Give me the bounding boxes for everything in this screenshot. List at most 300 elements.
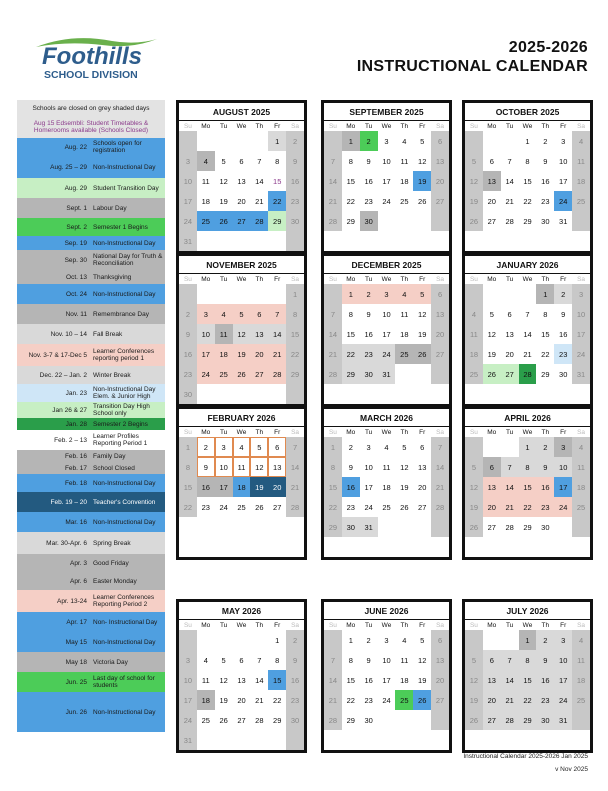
- day-cell: 5: [221, 156, 226, 166]
- calendar-year: 2025-2026: [508, 39, 588, 56]
- day-cell: 3: [197, 304, 215, 324]
- day-cell: 26: [413, 690, 431, 710]
- empty-cell: [519, 730, 537, 750]
- day-cell: 19: [487, 349, 496, 359]
- month-calendar: [321, 599, 452, 753]
- legend-item: [17, 344, 165, 366]
- day-cell: 28: [255, 715, 264, 725]
- weekday-header: Tu: [219, 428, 228, 436]
- day-cell: 30: [360, 364, 378, 384]
- weekday-header: Sa: [291, 621, 300, 629]
- weekday-header: Fr: [419, 122, 426, 130]
- day-cell: 14: [268, 324, 286, 344]
- legend-date: Jan. 28: [65, 420, 87, 428]
- day-cell: 13: [250, 324, 268, 344]
- legend-label: National Day for Truth & Reconciliation: [93, 253, 163, 267]
- day-cell: 17: [179, 191, 197, 211]
- weekday-header: Su: [183, 621, 192, 629]
- empty-cell: [413, 730, 431, 750]
- empty-cell: [431, 211, 449, 231]
- legend-date: Feb. 16: [64, 452, 87, 460]
- weekday-header: Su: [328, 122, 337, 130]
- day-cell: 27: [431, 191, 449, 211]
- day-cell: 9: [536, 457, 554, 477]
- day-cell: 23: [536, 690, 554, 710]
- weekday-header: Mo: [487, 621, 497, 629]
- legend-item: [17, 178, 165, 198]
- day-cell: 27: [501, 364, 519, 384]
- legend-label: School Closed: [93, 464, 135, 472]
- day-cell: 3: [215, 437, 233, 457]
- day-cell: 12: [233, 324, 251, 344]
- weekday-header: Tu: [364, 275, 373, 283]
- weekday-header: Fr: [274, 122, 281, 130]
- day-cell: 26: [255, 502, 264, 512]
- day-cell: 29: [273, 715, 282, 725]
- day-cell: 31: [179, 730, 197, 750]
- day-cell: 22: [342, 344, 360, 364]
- empty-cell: [268, 284, 286, 304]
- day-cell: 5: [221, 655, 226, 665]
- day-cell: 17: [554, 670, 572, 690]
- weekday-header: Th: [541, 275, 550, 283]
- empty-cell: [465, 384, 483, 404]
- empty-cell: [233, 131, 251, 151]
- day-cell: 1: [342, 284, 360, 304]
- day-cell: 7: [257, 156, 262, 166]
- weekday-header: Su: [469, 122, 478, 130]
- day-cell: 17: [179, 690, 197, 710]
- day-cell: 21: [324, 191, 342, 211]
- month-calendar: [176, 599, 307, 753]
- day-cell: 18: [465, 344, 483, 364]
- day-cell: 12: [400, 462, 409, 472]
- weekday-header: Th: [255, 621, 264, 629]
- day-cell: 12: [465, 477, 483, 497]
- day-cell: 17: [554, 477, 572, 497]
- empty-cell: [215, 730, 233, 750]
- day-cell: 9: [286, 151, 304, 171]
- day-cell: 13: [483, 477, 501, 497]
- legend-date: Sep. 30: [64, 256, 87, 264]
- day-cell: 6: [239, 156, 244, 166]
- day-cell: 24: [378, 344, 396, 364]
- empty-cell: [215, 384, 233, 404]
- weekday-header: Tu: [505, 122, 514, 130]
- day-cell: 15: [268, 670, 286, 690]
- day-cell: 11: [465, 324, 483, 344]
- empty-cell: [179, 284, 197, 304]
- empty-cell: [413, 710, 431, 730]
- day-cell: 9: [536, 650, 554, 670]
- day-cell: 6: [250, 304, 268, 324]
- legend-label: Non- Instructional Day: [93, 618, 158, 626]
- legend-label: Non-Instructional Day: [93, 239, 156, 247]
- legend-date: Oct. 24: [66, 290, 87, 298]
- day-cell: 22: [541, 349, 550, 359]
- weekday-header: Sa: [436, 275, 445, 283]
- empty-cell: [233, 284, 251, 304]
- empty-cell: [483, 537, 501, 557]
- month-calendar: [176, 406, 307, 560]
- day-cell: 8: [543, 309, 548, 319]
- legend-item: [17, 462, 165, 474]
- empty-cell: [268, 517, 286, 537]
- day-cell: 23: [364, 695, 373, 705]
- empty-cell: [324, 630, 342, 650]
- day-cell: 5: [489, 309, 494, 319]
- legend-item: [17, 250, 165, 270]
- day-cell: 21: [255, 695, 264, 705]
- empty-cell: [197, 231, 215, 251]
- day-cell: 30: [541, 216, 550, 226]
- weekday-header: Tu: [505, 275, 514, 283]
- day-cell: 6: [483, 650, 501, 670]
- day-cell: 29: [268, 211, 286, 231]
- legend-date: Dec. 22 – Jan. 2: [39, 371, 87, 379]
- day-cell: 20: [237, 695, 246, 705]
- day-cell: 16: [541, 176, 550, 186]
- day-cell: 3: [366, 442, 371, 452]
- empty-cell: [197, 517, 215, 537]
- day-cell: 21: [255, 196, 264, 206]
- day-cell: 1: [275, 635, 280, 645]
- day-cell: 11: [572, 151, 590, 171]
- empty-cell: [413, 231, 431, 251]
- weekday-header: Mo: [346, 122, 356, 130]
- legend-label: Student Transition Day: [93, 184, 159, 192]
- day-cell: 18: [233, 477, 251, 497]
- day-cell: 28: [324, 364, 342, 384]
- day-cell: 14: [255, 675, 264, 685]
- weekday-header: Th: [400, 122, 409, 130]
- weekday-header: We: [381, 621, 392, 629]
- day-cell: 20: [487, 196, 496, 206]
- day-cell: 8: [324, 457, 342, 477]
- day-cell: 25: [382, 502, 391, 512]
- day-cell: 9: [366, 655, 371, 665]
- empty-cell: [233, 231, 251, 251]
- weekday-header: Fr: [274, 621, 281, 629]
- day-cell: 31: [554, 710, 572, 730]
- day-cell: 5: [250, 437, 268, 457]
- legend-date: Nov. 10 – 14: [50, 330, 87, 338]
- month-title: JULY 2026: [465, 602, 590, 620]
- day-cell: 2: [554, 284, 572, 304]
- day-cell: 18: [400, 176, 409, 186]
- day-cell: 29: [346, 216, 355, 226]
- empty-cell: [572, 384, 590, 404]
- weekday-header: Fr: [560, 122, 567, 130]
- day-cell: 18: [400, 675, 409, 685]
- empty-cell: [215, 231, 233, 251]
- weekday-header: Sa: [577, 621, 586, 629]
- day-cell: 1: [179, 437, 197, 457]
- day-cell: 25: [201, 715, 210, 725]
- legend-label: Teacher's Convention: [93, 498, 156, 506]
- day-cell: 23: [536, 497, 554, 517]
- legend-date: Jun. 26: [65, 708, 87, 716]
- legend-label: Non-Instructional Day: [93, 479, 156, 487]
- day-cell: 17: [197, 344, 215, 364]
- day-cell: 13: [431, 650, 449, 670]
- org-division: SCHOOL DIVISION: [44, 69, 138, 81]
- month-title: AUGUST 2025: [179, 103, 304, 121]
- legend-item: [17, 450, 165, 462]
- day-cell: 2: [536, 437, 554, 457]
- day-cell: 5: [465, 650, 483, 670]
- day-cell: 7: [324, 304, 342, 324]
- day-cell: 4: [197, 151, 215, 171]
- day-cell: 11: [572, 457, 590, 477]
- empty-cell: [197, 537, 215, 557]
- day-cell: 8: [525, 156, 530, 166]
- weekday-header: Mo: [201, 122, 211, 130]
- weekday-header: Mo: [346, 275, 356, 283]
- month-title: FEBRUARY 2026: [179, 409, 304, 427]
- day-cell: 23: [286, 690, 304, 710]
- weekday-header: We: [381, 122, 392, 130]
- empty-cell: [536, 231, 554, 251]
- empty-cell: [395, 710, 413, 730]
- day-cell: 14: [501, 477, 519, 497]
- day-cell: 7: [257, 655, 262, 665]
- day-cell: 10: [179, 171, 197, 191]
- weekday-header: Mo: [201, 428, 211, 436]
- day-cell: 31: [378, 364, 396, 384]
- day-cell: 17: [559, 176, 568, 186]
- day-cell: 4: [233, 437, 251, 457]
- day-cell: 11: [201, 176, 210, 186]
- weekday-header: Th: [400, 275, 409, 283]
- day-cell: 30: [559, 369, 568, 379]
- empty-cell: [501, 284, 519, 304]
- day-cell: 31: [360, 517, 378, 537]
- legend-date: Jun. 25: [65, 678, 87, 686]
- legend-label: Fall Break: [93, 330, 123, 338]
- day-cell: 25: [572, 690, 590, 710]
- day-cell: 11: [382, 462, 391, 472]
- day-cell: 3: [561, 136, 566, 146]
- legend-label: Non-Instructional Day: [93, 708, 156, 716]
- weekday-header: We: [381, 275, 392, 283]
- day-cell: 9: [286, 650, 304, 670]
- weekday-header: Mo: [487, 122, 497, 130]
- day-cell: 24: [572, 344, 590, 364]
- weekday-header: Fr: [274, 428, 281, 436]
- legend-date: Sep. 19: [64, 239, 87, 247]
- day-cell: 20: [431, 171, 449, 191]
- legend-label: Last day of school for students: [93, 675, 155, 689]
- day-cell: 12: [465, 171, 483, 191]
- day-cell: 30: [286, 710, 304, 730]
- day-cell: 28: [505, 522, 514, 532]
- day-cell: 19: [418, 329, 427, 339]
- day-cell: 31: [179, 231, 197, 251]
- month-title: APRIL 2026: [465, 409, 590, 427]
- weekday-header: Su: [328, 428, 337, 436]
- day-cell: 18: [201, 196, 210, 206]
- empty-cell: [395, 364, 413, 384]
- legend-date: Feb. 19 – 20: [50, 498, 87, 506]
- empty-cell: [483, 284, 501, 304]
- day-cell: 30: [360, 211, 378, 231]
- legend-item: [17, 366, 165, 384]
- empty-cell: [215, 284, 233, 304]
- empty-cell: [395, 517, 413, 537]
- day-cell: 19: [413, 171, 431, 191]
- weekday-header: Fr: [560, 621, 567, 629]
- day-cell: 4: [572, 131, 590, 151]
- legend-label: Semester 2 Begins: [93, 420, 148, 428]
- empty-cell: [431, 231, 449, 251]
- weekday-header: Sa: [436, 621, 445, 629]
- empty-cell: [431, 537, 449, 557]
- weekday-header: We: [236, 122, 247, 130]
- day-cell: 21: [324, 344, 342, 364]
- day-cell: 13: [431, 304, 449, 324]
- day-cell: 30: [536, 710, 554, 730]
- day-cell: 14: [324, 171, 342, 191]
- day-cell: 4: [402, 136, 407, 146]
- day-cell: 27: [237, 715, 246, 725]
- empty-cell: [519, 284, 537, 304]
- day-cell: 20: [268, 477, 286, 497]
- empty-cell: [197, 284, 215, 304]
- day-cell: 16: [559, 329, 568, 339]
- empty-cell: [483, 437, 501, 457]
- legend-date: Feb. 17: [64, 464, 87, 472]
- empty-cell: [268, 730, 286, 750]
- empty-cell: [465, 630, 483, 650]
- month-title: JUNE 2026: [324, 602, 449, 620]
- empty-cell: [179, 131, 197, 151]
- day-cell: 9: [179, 324, 197, 344]
- day-cell: 18: [572, 670, 590, 690]
- legend-item: [17, 138, 165, 156]
- legend-item: [17, 474, 165, 492]
- day-cell: 14: [501, 670, 519, 690]
- day-cell: 28: [324, 211, 342, 231]
- day-cell: 11: [400, 309, 409, 319]
- day-cell: 9: [543, 156, 548, 166]
- day-cell: 8: [179, 457, 197, 477]
- day-cell: 9: [366, 156, 371, 166]
- day-cell: 6: [268, 437, 286, 457]
- day-cell: 21: [431, 477, 449, 497]
- empty-cell: [233, 630, 251, 650]
- day-cell: 13: [237, 176, 246, 186]
- empty-cell: [519, 231, 537, 251]
- day-cell: 29: [541, 369, 550, 379]
- day-cell: 9: [197, 457, 215, 477]
- day-cell: 15: [519, 670, 537, 690]
- day-cell: 16: [179, 344, 197, 364]
- day-cell: 10: [382, 655, 391, 665]
- day-cell: 15: [273, 176, 282, 186]
- day-cell: 23: [201, 502, 210, 512]
- empty-cell: [233, 517, 251, 537]
- legend-label: Spring Break: [93, 539, 131, 547]
- day-cell: 22: [273, 695, 282, 705]
- day-cell: 16: [342, 477, 360, 497]
- weekday-header: Tu: [219, 275, 228, 283]
- day-cell: 20: [483, 690, 501, 710]
- empty-cell: [501, 437, 519, 457]
- day-cell: 22: [346, 196, 355, 206]
- day-cell: 7: [525, 309, 530, 319]
- day-cell: 16: [364, 329, 373, 339]
- empty-cell: [360, 384, 378, 404]
- empty-cell: [286, 537, 304, 557]
- legend-date: Apr. 13-24: [57, 597, 87, 605]
- empty-cell: [395, 730, 413, 750]
- empty-cell: [395, 231, 413, 251]
- weekday-header: Fr: [274, 275, 281, 283]
- day-cell: 19: [418, 675, 427, 685]
- day-cell: 8: [286, 304, 304, 324]
- day-cell: 16: [286, 171, 304, 191]
- day-cell: 11: [572, 650, 590, 670]
- day-cell: 18: [572, 171, 590, 191]
- day-cell: 3: [554, 437, 572, 457]
- legend-item: [17, 430, 165, 450]
- empty-cell: [501, 131, 519, 151]
- day-cell: 4: [465, 304, 483, 324]
- day-cell: 8: [348, 156, 353, 166]
- day-cell: 15: [346, 176, 355, 186]
- day-cell: 26: [483, 364, 501, 384]
- legend-label: Family Day: [93, 452, 126, 460]
- day-cell: 19: [250, 477, 268, 497]
- day-cell: 13: [237, 675, 246, 685]
- weekday-header: We: [381, 428, 392, 436]
- day-cell: 18: [197, 690, 215, 710]
- weekday-header: Th: [400, 621, 409, 629]
- legend-item: [17, 324, 165, 344]
- day-cell: 3: [554, 630, 572, 650]
- day-cell: 5: [465, 151, 483, 171]
- empty-cell: [431, 384, 449, 404]
- day-cell: 12: [418, 156, 427, 166]
- day-cell: 17: [215, 477, 233, 497]
- day-cell: 14: [286, 457, 304, 477]
- legend-item: [17, 572, 165, 590]
- day-cell: 11: [400, 655, 409, 665]
- empty-cell: [324, 131, 342, 151]
- empty-cell: [483, 630, 501, 650]
- day-cell: 29: [346, 715, 355, 725]
- month-calendar: [462, 599, 593, 753]
- day-cell: 17: [364, 482, 373, 492]
- weekday-header: Tu: [364, 122, 373, 130]
- legend-item: [17, 632, 165, 652]
- day-cell: 20: [237, 196, 246, 206]
- day-cell: 31: [559, 216, 568, 226]
- empty-cell: [286, 231, 304, 251]
- weekday-header: Sa: [577, 122, 586, 130]
- day-cell: 27: [233, 211, 251, 231]
- day-cell: 11: [215, 324, 233, 344]
- day-cell: 2: [536, 630, 554, 650]
- legend-item: [17, 384, 165, 402]
- empty-cell: [179, 517, 197, 537]
- day-cell: 23: [541, 196, 550, 206]
- empty-cell: [378, 537, 396, 557]
- day-cell: 7: [501, 457, 519, 477]
- empty-cell: [360, 231, 378, 251]
- legend-item: [17, 590, 165, 612]
